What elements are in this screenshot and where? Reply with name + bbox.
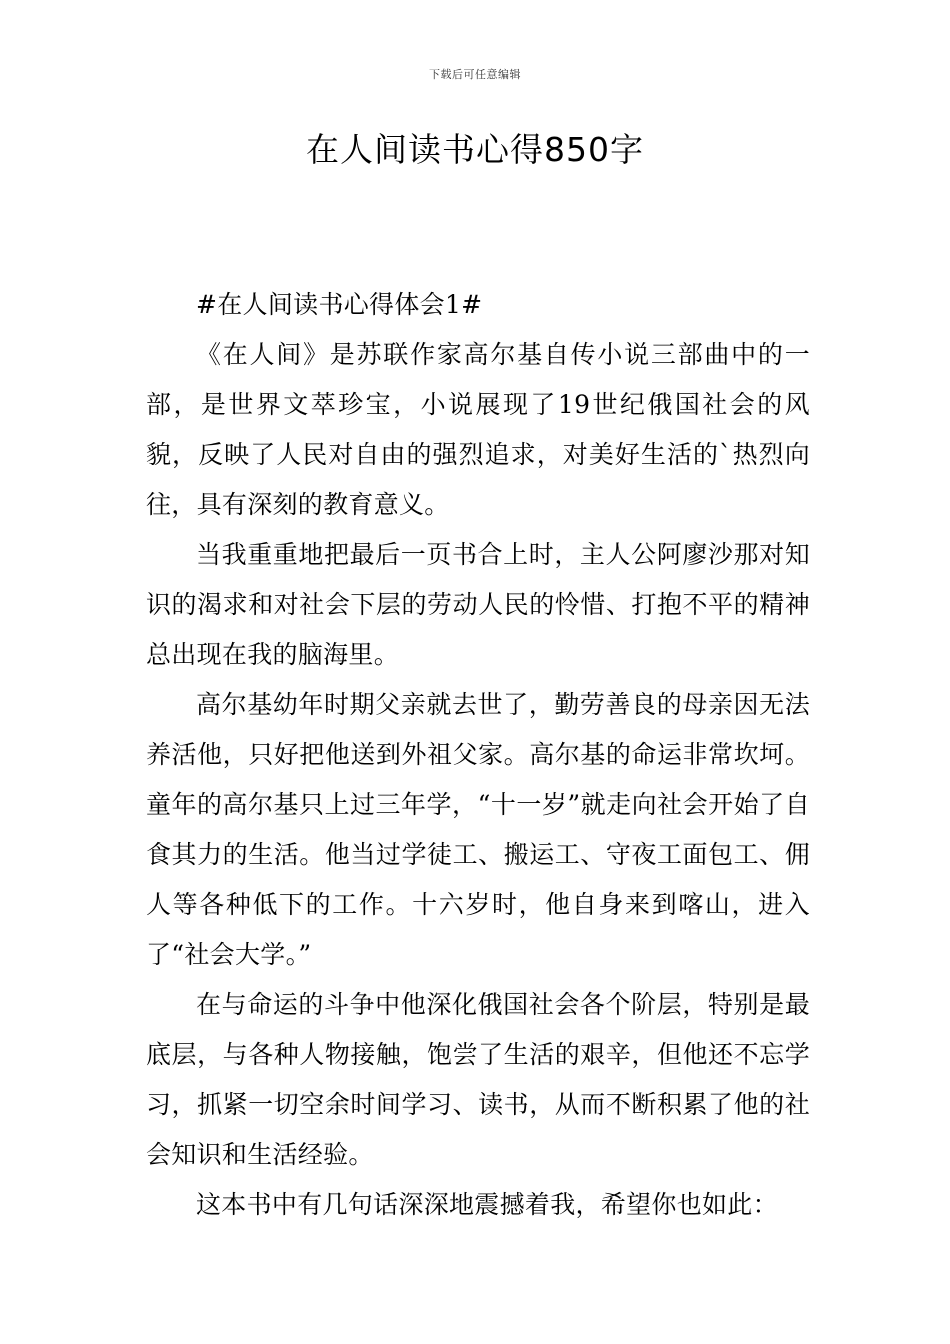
paragraph-reflection: 当我重重地把最后一页书合上时，主人公阿廖沙那对知识的渴求和对社会下层的劳动人民的怜惜、打抱不平的精神总出现在我的脑海里。 xyxy=(146,540,810,669)
document-body xyxy=(146,280,810,1230)
header-note: 下载后可任意编辑 xyxy=(429,68,521,81)
paragraph-intro: 《在人间》是苏联作家高尔基自传小说三部曲中的一部，是世界文萃珍宝，小说展现了19世纪俄国社会的风貌，反映了人民对自由的强烈追求，对美好生活的`热烈向往，具有深刻的教育意义。 xyxy=(146,340,810,519)
paragraph-subheading: #在人间读书心得体会1# xyxy=(196,290,483,319)
paragraph-childhood: 高尔基幼年时期父亲就去世了，勤劳善良的母亲因无法养活他，只好把他送到外祖父家。高尔基的命运非常坎坷。童年的高尔基只上过三年学，“十一岁”就走向社会开始了自食其力的生活。他当过学徒工、搬运工、守夜工面包工、佣人等各种低下的工作。十六岁时，他自身来到喀山，进入了“社会大学。” xyxy=(146,690,810,969)
paragraph-quotes-intro: 这本书中有几句话深深地震撼着我，希望你也如此： xyxy=(196,1190,778,1219)
paragraph-struggle: 在与命运的斗争中他深化俄国社会各个阶层，特别是最底层，与各种人物接触，饱尝了生活的艰辛，但他还不忘学习，抓紧一切空余时间学习、读书，从而不断积累了他的社会知识和生活经验。 xyxy=(146,990,810,1169)
document-title: 在人间读书心得850字 xyxy=(306,130,644,169)
